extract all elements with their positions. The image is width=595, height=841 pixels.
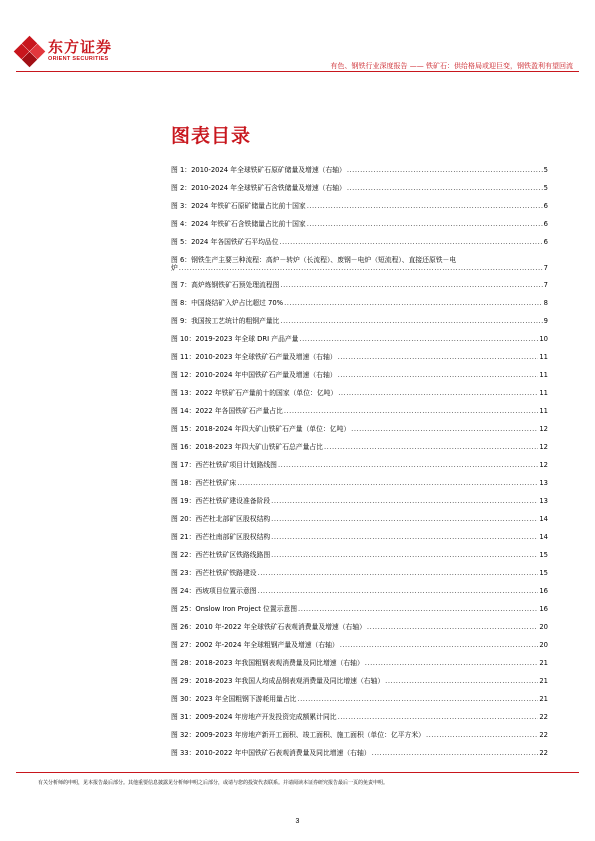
toc-leader-dots bbox=[298, 605, 538, 613]
toc-entry-page: 10 bbox=[539, 335, 548, 343]
toc-entry[interactable] bbox=[171, 251, 548, 276]
toc-leader-dots bbox=[365, 659, 539, 667]
toc-entry-page: 15 bbox=[539, 569, 548, 577]
toc-entry-page: 9 bbox=[543, 317, 548, 325]
toc-entry-label: 图 18：西芒杜铁矿床 bbox=[171, 479, 237, 487]
toc-entry[interactable] bbox=[171, 690, 548, 708]
toc-entry-label-continued: 炉 bbox=[171, 264, 178, 272]
toc-leader-dots bbox=[284, 299, 543, 307]
toc-entry-label: 图 20：西芒杜北部矿区股权结构 bbox=[171, 515, 271, 523]
logo-text bbox=[48, 37, 113, 63]
toc-leader-dots bbox=[307, 202, 543, 210]
toc-leader-dots bbox=[338, 389, 538, 397]
logo-mark-icon bbox=[16, 38, 42, 64]
toc-entry-page: 5 bbox=[543, 166, 548, 174]
toc-entry-label: 图 1：2010-2024 年全球铁矿石原矿储量及增速（右轴） bbox=[171, 166, 346, 174]
toc-leader-dots bbox=[338, 371, 539, 379]
toc-entry-page: 7 bbox=[543, 281, 548, 289]
toc-entry-label: 图 7：高炉炼钢铁矿石预处理流程图 bbox=[171, 281, 280, 289]
header-divider bbox=[16, 71, 579, 72]
toc-entry-page: 11 bbox=[539, 371, 548, 379]
toc-entry-page: 22 bbox=[539, 749, 548, 757]
toc-leader-dots bbox=[338, 713, 539, 721]
page-number: 3 bbox=[295, 818, 300, 825]
company-logo bbox=[16, 38, 112, 64]
toc-leader-dots bbox=[271, 497, 538, 505]
toc-entry[interactable] bbox=[171, 546, 548, 564]
toc-entry-label: 图 17：西芒杜铁矿项目计划路线图 bbox=[171, 461, 277, 469]
toc-entry[interactable] bbox=[171, 744, 548, 762]
toc-entry-page: 14 bbox=[539, 515, 548, 523]
logo-name-en: ORIENT SECURITIES bbox=[48, 55, 109, 62]
toc-leader-dots bbox=[258, 569, 539, 577]
toc-leader-dots bbox=[278, 461, 538, 469]
toc-entry-page: 22 bbox=[539, 731, 548, 739]
toc-leader-dots bbox=[324, 443, 538, 451]
toc-entry-label: 图 22：西芒杜铁矿区铁路线路图 bbox=[171, 551, 271, 559]
toc-leader-dots bbox=[280, 317, 542, 325]
toc-entry-label: 图 9：我国按工艺统计的粗钢产量比 bbox=[171, 317, 280, 325]
toc-entry-page: 20 bbox=[539, 623, 548, 631]
toc-leader-dots bbox=[297, 695, 538, 703]
toc-leader-dots bbox=[351, 425, 538, 433]
toc-entry[interactable] bbox=[171, 510, 548, 528]
toc-leader-dots bbox=[280, 281, 542, 289]
toc-entry[interactable] bbox=[171, 492, 548, 510]
toc-entry-label: 图 19：西芒杜铁矿建设准备阶段 bbox=[171, 497, 271, 505]
toc-entry[interactable] bbox=[171, 708, 548, 726]
toc-entry[interactable] bbox=[171, 215, 548, 233]
toc-entry-page: 13 bbox=[539, 497, 548, 505]
toc-entry[interactable] bbox=[171, 402, 548, 420]
toc-entry-page: 16 bbox=[539, 605, 548, 613]
toc-entry-page: 21 bbox=[539, 659, 548, 667]
toc-entry[interactable] bbox=[171, 179, 548, 197]
toc-entry[interactable] bbox=[171, 366, 548, 384]
disclaimer-text: 有关分析师的申明，见本报告最后部分。其他重要信息披露见分析师申明之后部分，或请与您的投资代表联系。并请阅读本证券研究报告最后一页的免责申明。 bbox=[38, 780, 389, 786]
toc-entry[interactable] bbox=[171, 330, 548, 348]
toc-leader-dots bbox=[299, 335, 538, 343]
toc-entry[interactable] bbox=[171, 636, 548, 654]
toc-entry-label: 图 21：西芒杜南部矿区股权结构 bbox=[171, 533, 271, 541]
toc-entry-page: 22 bbox=[539, 713, 548, 721]
logo-name-cn: 东方证券 bbox=[48, 37, 113, 56]
toc-entry[interactable] bbox=[171, 456, 548, 474]
toc-leader-dots bbox=[340, 641, 539, 649]
toc-entry-label: 图 29：2018-2023 年我国人均成品钢表观消费量及同比增速（右轴） bbox=[171, 677, 385, 685]
toc-leader-dots bbox=[271, 515, 538, 523]
toc-entry-label: 图 14：2022 年各国铁矿石产量占比 bbox=[171, 407, 283, 415]
report-header-title: 有色、钢铁行业深度报告 —— 铁矿石：供给格局或迎巨变，钢铁盈利有望回流 bbox=[330, 62, 573, 70]
toc-entry-page: 12 bbox=[539, 425, 548, 433]
toc-entry-label: 图 33：2010-2022 年中国铁矿石表观消费量及同比增速（右轴） bbox=[171, 749, 371, 757]
toc-entry[interactable] bbox=[171, 618, 548, 636]
toc-entry-page: 12 bbox=[539, 461, 548, 469]
toc-entry-page: 5 bbox=[543, 184, 548, 192]
toc-leader-dots bbox=[280, 238, 543, 246]
toc-entry-label: 图 32：2009-2023 年房地产新开工面积、竣工面积、施工面积（单位：亿平方米） bbox=[171, 731, 425, 739]
toc-entry-page: 6 bbox=[543, 220, 548, 228]
figure-toc-list bbox=[171, 161, 548, 762]
toc-leader-dots bbox=[347, 166, 543, 174]
toc-leader-dots bbox=[258, 587, 539, 595]
toc-entry-label: 图 6：钢铁生产主要三种流程：高炉－转炉（长流程）、废钢－电炉（短流程）、直接还原铁－电 bbox=[171, 256, 457, 264]
toc-entry-label: 图 27：2002 年-2024 年全球粗钢产量及增速（右轴） bbox=[171, 641, 339, 649]
toc-entry-page: 7 bbox=[543, 264, 548, 272]
toc-entry-label: 图 12：2010-2024 年中国铁矿石产量及增速（右轴） bbox=[171, 371, 337, 379]
toc-leader-dots bbox=[347, 184, 543, 192]
toc-entry[interactable] bbox=[171, 420, 548, 438]
toc-leader-dots bbox=[426, 731, 538, 739]
toc-entry[interactable] bbox=[171, 564, 548, 582]
toc-entry-label: 图 23：西芒杜铁矿铁路建设 bbox=[171, 569, 257, 577]
toc-entry[interactable] bbox=[171, 474, 548, 492]
toc-entry[interactable] bbox=[171, 726, 548, 744]
toc-entry[interactable] bbox=[171, 294, 548, 312]
toc-leader-dots bbox=[367, 623, 538, 631]
toc-entry[interactable] bbox=[171, 654, 548, 672]
toc-entry[interactable] bbox=[171, 233, 548, 251]
toc-entry-page: 14 bbox=[539, 533, 548, 541]
toc-leader-dots bbox=[307, 220, 543, 228]
toc-entry-label: 图 26：2010 年-2022 年全球铁矿石表观消费量及增速（右轴） bbox=[171, 623, 366, 631]
toc-entry-label: 图 28：2018-2023 年我国粗钢表观消费量及同比增速（右轴） bbox=[171, 659, 364, 667]
toc-leader-dots bbox=[237, 479, 538, 487]
toc-entry-page: 15 bbox=[539, 551, 548, 559]
toc-leader-dots bbox=[338, 353, 539, 361]
toc-leader-dots bbox=[271, 533, 538, 541]
toc-leader-dots bbox=[271, 551, 538, 559]
toc-entry-label: 图 15：2018-2024 年四大矿山铁矿石产量（单位：亿吨） bbox=[171, 425, 351, 433]
toc-entry-label: 图 11：2010-2023 年全球铁矿石产量及增速（右轴） bbox=[171, 353, 337, 361]
toc-entry[interactable] bbox=[171, 438, 548, 456]
toc-entry-label: 图 10：2019-2023 年全球 DRI 产品产量 bbox=[171, 335, 299, 343]
toc-entry-label: 图 31：2009-2024 年房地产开发投资完成额累计同比 bbox=[171, 713, 337, 721]
toc-leader-dots bbox=[385, 677, 538, 685]
toc-entry-label: 图 13：2022 年铁矿石产量前十的国家（单位：亿吨） bbox=[171, 389, 338, 397]
toc-entry-label: 图 25：Onslow Iron Project 位置示意图 bbox=[171, 605, 298, 613]
toc-entry[interactable] bbox=[171, 528, 548, 546]
toc-entry[interactable] bbox=[171, 672, 548, 690]
toc-leader-dots bbox=[372, 749, 539, 757]
toc-entry-label: 图 8：中国烧结矿入炉占比超过 70% bbox=[171, 299, 284, 307]
toc-title: 图表目录 bbox=[171, 125, 252, 147]
toc-entry-label: 图 3：2024 年铁矿石原矿储量占比前十国家 bbox=[171, 202, 306, 210]
toc-entry-label: 图 5：2024 年各国铁矿石平均品位 bbox=[171, 238, 279, 246]
toc-entry[interactable] bbox=[171, 276, 548, 294]
toc-entry-label: 图 30：2023 年全国粗钢下游耗用量占比 bbox=[171, 695, 297, 703]
toc-leader-dots bbox=[284, 407, 539, 415]
toc-entry[interactable] bbox=[171, 161, 548, 179]
toc-entry-page: 6 bbox=[543, 202, 548, 210]
toc-entry-page: 13 bbox=[539, 479, 548, 487]
toc-entry-label: 图 24：西坡项目位置示意图 bbox=[171, 587, 257, 595]
toc-entry-page: 6 bbox=[543, 238, 548, 246]
toc-entry[interactable] bbox=[171, 384, 548, 402]
toc-entry-page: 20 bbox=[539, 641, 548, 649]
toc-leader-dots bbox=[179, 264, 543, 272]
toc-entry-page: 12 bbox=[539, 443, 548, 451]
footer-divider bbox=[16, 772, 579, 773]
toc-entry-page: 11 bbox=[539, 353, 548, 361]
toc-entry[interactable] bbox=[171, 348, 548, 366]
toc-entry-page: 11 bbox=[539, 407, 548, 415]
toc-entry-label: 图 16：2018-2023 年四大矿山铁矿石总产量占比 bbox=[171, 443, 323, 451]
toc-entry-page: 21 bbox=[539, 677, 548, 685]
toc-entry[interactable] bbox=[171, 600, 548, 618]
toc-entry-label: 图 2：2010-2024 年全球铁矿石含铁储量及增速（右轴） bbox=[171, 184, 346, 192]
toc-entry-label: 图 4：2024 年铁矿石含铁储量占比前十国家 bbox=[171, 220, 306, 228]
toc-entry-page: 8 bbox=[543, 299, 548, 307]
toc-entry[interactable] bbox=[171, 582, 548, 600]
toc-entry[interactable] bbox=[171, 197, 548, 215]
toc-entry-page: 16 bbox=[539, 587, 548, 595]
toc-entry-page: 21 bbox=[539, 695, 548, 703]
toc-entry-page: 11 bbox=[539, 389, 548, 397]
toc-entry[interactable] bbox=[171, 312, 548, 330]
